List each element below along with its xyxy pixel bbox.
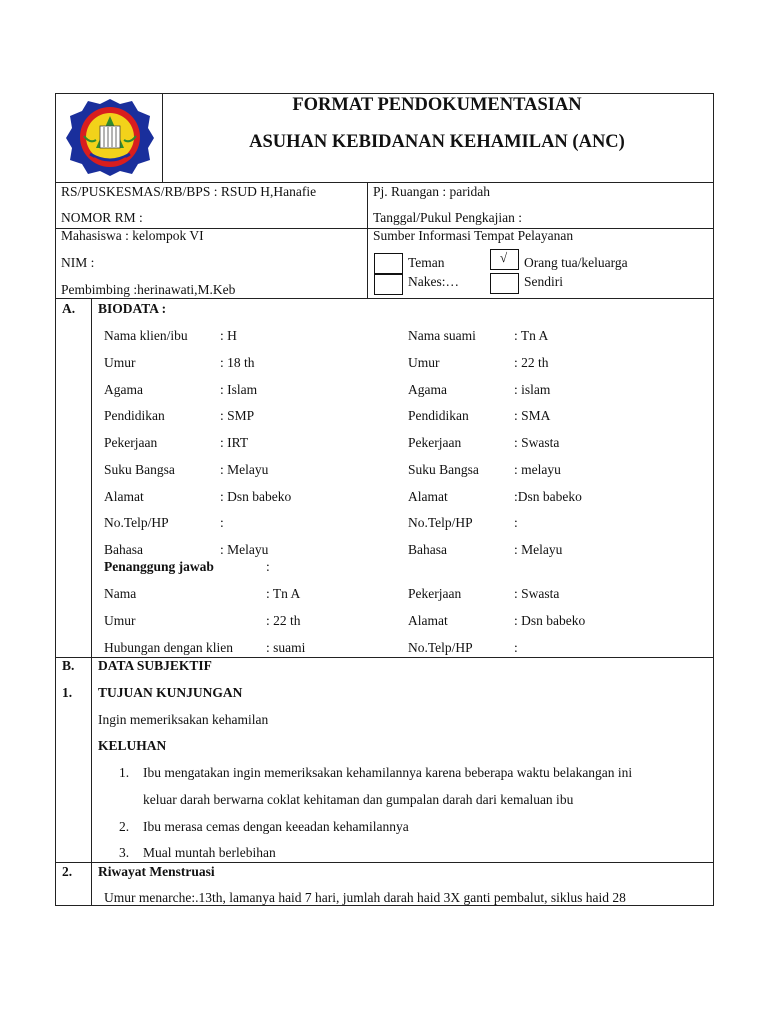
keluhan-item-number: 2. bbox=[119, 819, 130, 834]
data-subjektif-heading: DATA SUBJEKTIF bbox=[98, 658, 212, 673]
section-b-letter: B. bbox=[62, 658, 75, 673]
biodata-left-label: Nama klien/ibu bbox=[104, 328, 188, 343]
biodata-right-value: : 22 th bbox=[514, 354, 549, 370]
penanggung-jawab-right-label: No.Telp/HP bbox=[408, 640, 473, 655]
table-border-right bbox=[713, 93, 714, 906]
info-divider-2 bbox=[55, 298, 714, 299]
biodata-right-label: Pekerjaan bbox=[408, 435, 462, 450]
tujuan-kunjungan-text: Ingin memeriksakan kehamilan bbox=[98, 712, 269, 727]
biodata-left-label: Umur bbox=[104, 354, 136, 370]
penanggung-jawab-left-value: : suami bbox=[266, 640, 306, 655]
biodata-left-value: : Dsn babeko bbox=[220, 488, 292, 504]
biodata-right-value: : melayu bbox=[514, 461, 561, 477]
riwayat-menstruasi-heading: Riwayat Menstruasi bbox=[98, 864, 215, 879]
header-divider bbox=[55, 182, 714, 183]
table-border-top bbox=[55, 93, 714, 94]
keluhan-item-text: Ibu merasa cemas dengan keeadan kehamilannya bbox=[143, 819, 409, 834]
biodata-right-label: Alamat bbox=[408, 488, 448, 504]
biodata-left-label: Alamat bbox=[104, 488, 144, 504]
biodata-right-value: : islam bbox=[514, 381, 551, 397]
checkbox-sendiri[interactable] bbox=[490, 273, 519, 294]
penanggung-jawab-heading: Penanggung jawab bbox=[104, 559, 214, 574]
biodata-left-value: : Islam bbox=[220, 381, 258, 397]
penanggung-jawab-left-label: Hubungan dengan klien bbox=[104, 640, 233, 655]
penanggung-jawab-right-value: : Dsn babeko bbox=[514, 613, 586, 628]
section-a-letter: A. bbox=[62, 301, 76, 316]
institution-logo bbox=[64, 96, 156, 178]
penanggung-jawab-left-value: : 22 th bbox=[266, 613, 301, 628]
biodata-right-value: :Dsn babeko bbox=[514, 488, 582, 504]
checkbox-teman[interactable] bbox=[374, 253, 403, 274]
keluhan-item-number: 3. bbox=[119, 845, 130, 860]
checkbox-orangtua[interactable] bbox=[490, 249, 519, 270]
biodata-left-label: Pendidikan bbox=[104, 408, 165, 424]
section-2-number: 2. bbox=[62, 864, 73, 879]
biodata-right-label: No.Telp/HP bbox=[408, 515, 473, 531]
biodata-heading: BIODATA : bbox=[98, 301, 167, 316]
biodata-right-value: : Tn A bbox=[514, 328, 549, 343]
pj-ruangan-field: Pj. Ruangan : paridah bbox=[373, 184, 490, 199]
checkmark-icon: √ bbox=[500, 250, 508, 265]
biodata-left-value: : SMP bbox=[220, 408, 255, 424]
biodata-right-value: : bbox=[514, 515, 518, 531]
section-2-divider bbox=[55, 862, 714, 863]
biodata-left-label: No.Telp/HP bbox=[104, 515, 169, 531]
keluhan-item-text-cont: keluar darah berwarna coklat kehitaman dan gumpalan darah dari kemaluan ibu bbox=[143, 792, 574, 807]
biodata-right-label: Umur bbox=[408, 354, 440, 370]
biodata-right-value: : Swasta bbox=[514, 435, 560, 450]
nim-field: NIM : bbox=[61, 255, 95, 270]
biodata-right-label: Suku Bangsa bbox=[408, 461, 479, 477]
option-nakes-label: Nakes:… bbox=[408, 274, 459, 289]
biodata-right-label: Agama bbox=[408, 381, 447, 397]
keluhan-item-text: Mual muntah berlebihan bbox=[143, 845, 276, 860]
sumber-informasi-label: Sumber Informasi Tempat Pelayanan bbox=[373, 228, 574, 243]
biodata-right-label: Nama suami bbox=[408, 328, 476, 343]
biodata-right-label: Pendidikan bbox=[408, 408, 469, 424]
section-b1-number: 1. bbox=[62, 685, 73, 700]
biodata-left-label: Bahasa bbox=[104, 542, 143, 557]
biodata-right-value: : SMA bbox=[514, 408, 551, 424]
penanggung-jawab-right-label: Pekerjaan bbox=[408, 586, 462, 601]
biodata-left-label: Suku Bangsa bbox=[104, 461, 175, 477]
penanggung-jawab-left-label: Umur bbox=[104, 613, 136, 628]
keluhan-item-number: 1. bbox=[119, 765, 130, 780]
penanggung-jawab-right-value: : Swasta bbox=[514, 586, 560, 601]
form-title-line1: FORMAT PENDOKUMENTASIAN bbox=[292, 95, 582, 115]
biodata-left-label: Agama bbox=[104, 381, 143, 397]
penanggung-jawab-left-value: : Tn A bbox=[266, 586, 301, 601]
penanggung-jawab-colon: : bbox=[266, 559, 270, 574]
biodata-left-value: : Melayu bbox=[220, 542, 269, 557]
biodata-right-label: Bahasa bbox=[408, 542, 447, 557]
penanggung-jawab-left-label: Nama bbox=[104, 586, 137, 601]
info-column-divider bbox=[367, 182, 368, 299]
keluhan-heading: KELUHAN bbox=[98, 738, 167, 753]
table-border-left bbox=[55, 93, 56, 906]
biodata-left-value: : H bbox=[220, 328, 237, 343]
tujuan-kunjungan-heading: TUJUAN KUNJUNGAN bbox=[98, 685, 243, 700]
keluhan-item-text: Ibu mengatakan ingin memeriksakan kehamilannya karena beberapa waktu belakangan ini bbox=[143, 765, 633, 780]
biodata-left-label: Pekerjaan bbox=[104, 435, 158, 450]
mahasiswa-field: Mahasiswa : kelompok VI bbox=[61, 228, 204, 243]
biodata-left-value: : 18 th bbox=[220, 354, 255, 370]
letter-column-divider bbox=[91, 298, 92, 906]
riwayat-menstruasi-text: Umur menarche:.13th, lamanya haid 7 hari, jumlah darah haid 3X ganti pembalut, siklus haid 28 bbox=[104, 890, 626, 905]
biodata-left-value: : Melayu bbox=[220, 461, 269, 477]
penanggung-jawab-right-label: Alamat bbox=[408, 613, 448, 628]
option-orangtua-label: Orang tua/keluarga bbox=[524, 255, 628, 270]
checkbox-nakes[interactable] bbox=[374, 274, 403, 295]
form-title-line2: ASUHAN KEBIDANAN KEHAMILAN (ANC) bbox=[249, 132, 625, 152]
penanggung-jawab-right-value: : bbox=[514, 640, 518, 655]
biodata-left-value: : bbox=[220, 515, 224, 531]
tanggal-field: Tanggal/Pukul Pengkajian : bbox=[373, 210, 523, 225]
biodata-left-value: : IRT bbox=[220, 435, 249, 450]
rs-field: RS/PUSKESMAS/RB/BPS : RSUD H,Hanafie bbox=[61, 184, 317, 199]
nomor-rm-field: NOMOR RM : bbox=[61, 210, 143, 225]
pembimbing-field: Pembimbing :herinawati,M.Keb bbox=[61, 282, 236, 297]
option-teman-label: Teman bbox=[408, 255, 445, 270]
biodata-right-value: : Melayu bbox=[514, 542, 563, 557]
option-sendiri-label: Sendiri bbox=[524, 274, 563, 289]
